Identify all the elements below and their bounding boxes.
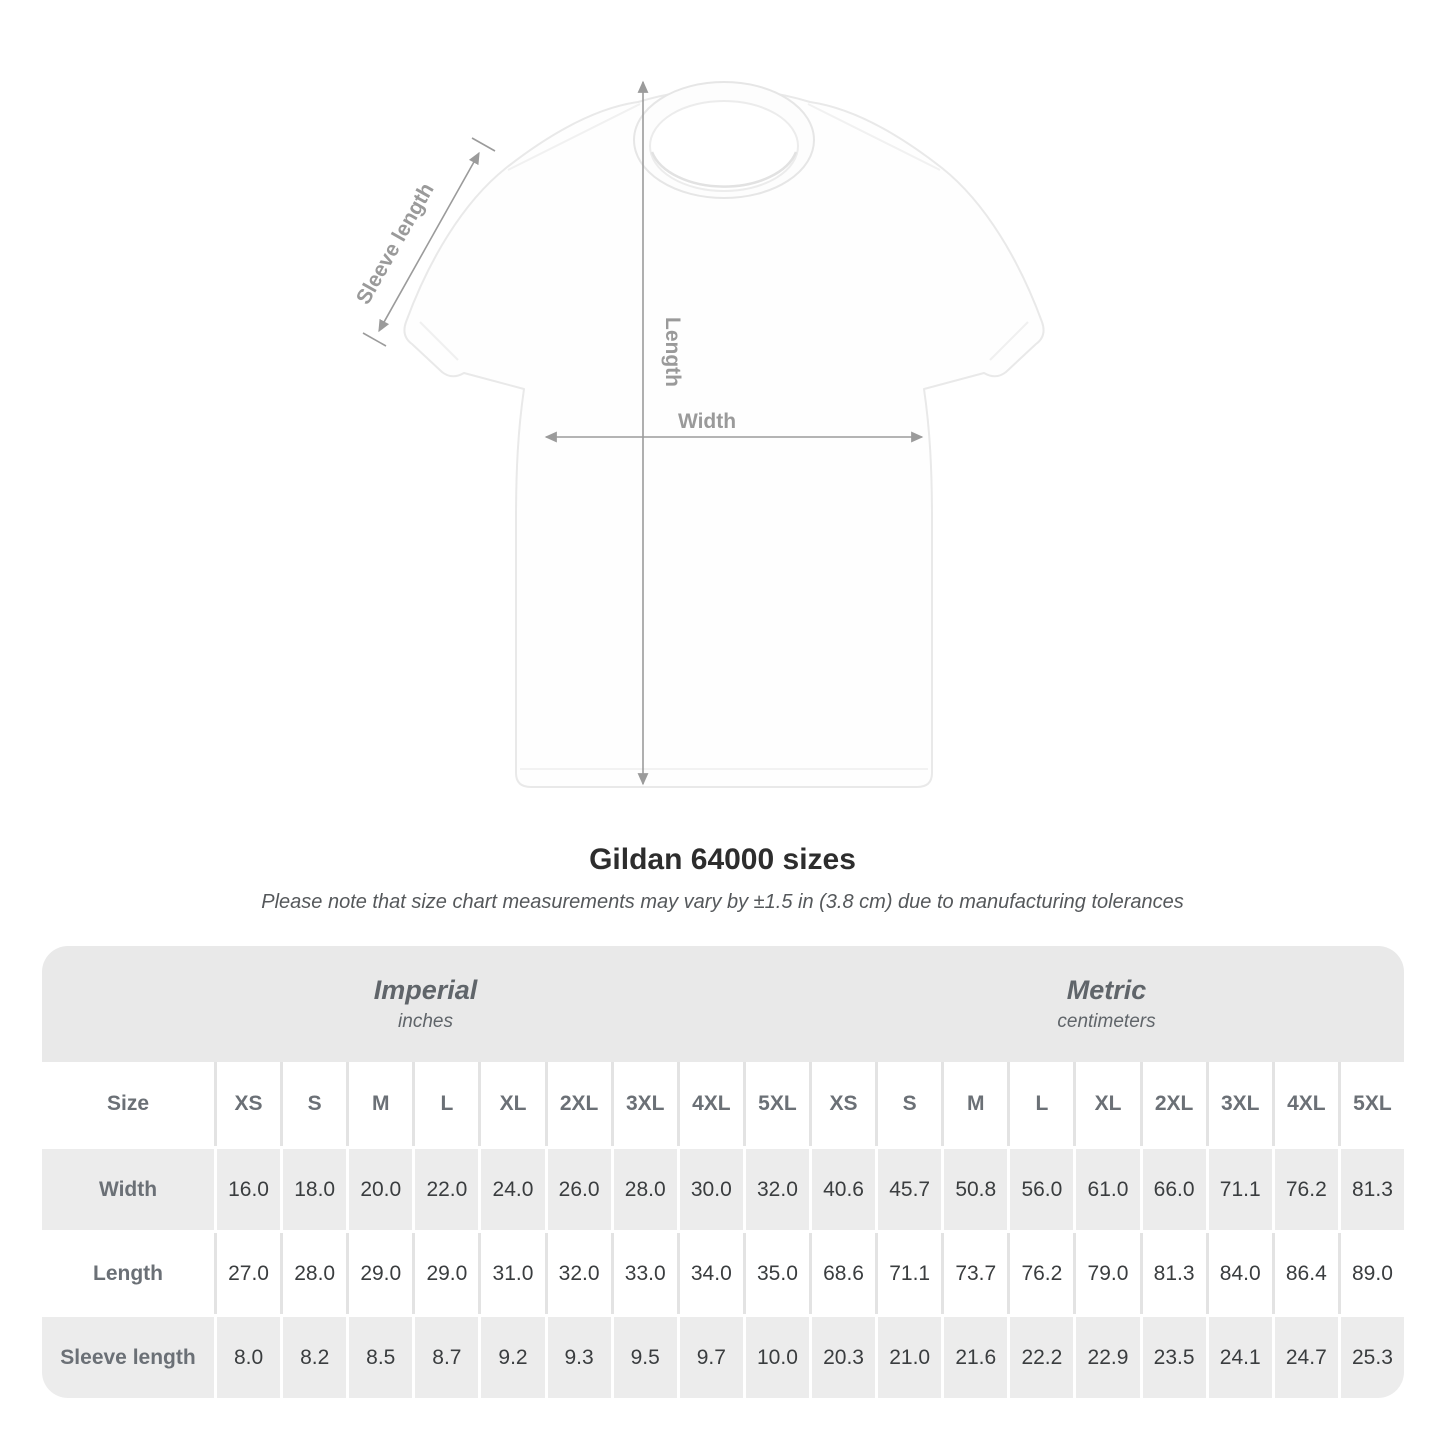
metric-size-col-header: L (1007, 1062, 1073, 1146)
value-cell: 9.7 (677, 1317, 743, 1398)
value-cell: 20.3 (809, 1317, 875, 1398)
value-cell: 33.0 (611, 1233, 677, 1314)
value-cell: 20.0 (346, 1149, 412, 1230)
page-title: Gildan 64000 sizes (589, 843, 856, 876)
imperial-size-col-header: 5XL (743, 1062, 809, 1146)
size-table (42, 946, 1404, 1398)
row-label: Length (93, 1261, 163, 1285)
value-cell: 24.1 (1206, 1317, 1272, 1398)
tshirt-illustration (404, 82, 1043, 787)
sleeve-length-row (42, 1314, 1404, 1398)
value-cell: 81.3 (1140, 1233, 1206, 1314)
value-cell: 8.5 (346, 1317, 412, 1398)
value-cell: 32.0 (743, 1149, 809, 1230)
value-cell: 61.0 (1073, 1149, 1139, 1230)
value-cell: 89.0 (1338, 1233, 1404, 1314)
metric-unit-header (809, 946, 1404, 1062)
imperial-size-col-header: 2XL (545, 1062, 611, 1146)
value-cell: 31.0 (478, 1233, 544, 1314)
imperial-sublabel: inches (398, 1011, 453, 1032)
imperial-size-col-header: M (346, 1062, 412, 1146)
value-cell: 68.6 (809, 1233, 875, 1314)
collar-inner (650, 101, 798, 191)
imperial-size-col-header: XL (478, 1062, 544, 1146)
value-cell: 76.2 (1007, 1233, 1073, 1314)
metric-size-col-header: 3XL (1206, 1062, 1272, 1146)
value-cell: 8.7 (412, 1317, 478, 1398)
metric-size-col-header: XS (809, 1062, 875, 1146)
value-cell: 45.7 (875, 1149, 941, 1230)
value-cell: 30.0 (677, 1149, 743, 1230)
value-cell: 22.9 (1073, 1317, 1139, 1398)
value-cell: 35.0 (743, 1233, 809, 1314)
value-cell: 10.0 (743, 1317, 809, 1398)
value-cell: 22.2 (1007, 1317, 1073, 1398)
value-cell: 66.0 (1140, 1149, 1206, 1230)
metric-size-col-header: 5XL (1338, 1062, 1404, 1146)
value-cell: 9.3 (545, 1317, 611, 1398)
metric-size-col-header: S (875, 1062, 941, 1146)
width-row (42, 1146, 1404, 1230)
metric-size-col-header: 2XL (1140, 1062, 1206, 1146)
metric-label: Metric (1066, 975, 1147, 1005)
value-cell: 8.0 (214, 1317, 280, 1398)
value-cell: 24.7 (1272, 1317, 1338, 1398)
value-cell: 84.0 (1206, 1233, 1272, 1314)
value-cell: 9.5 (611, 1317, 677, 1398)
metric-size-col-header: 4XL (1272, 1062, 1338, 1146)
imperial-size-col-header: 3XL (611, 1062, 677, 1146)
width-dimension-label: Width (677, 410, 737, 433)
sleeve-length-dimension-label: Sleeve length (351, 179, 439, 309)
value-cell: 22.0 (412, 1149, 478, 1230)
value-cell: 79.0 (1073, 1233, 1139, 1314)
value-cell: 29.0 (346, 1233, 412, 1314)
length-dimension-label: Length (661, 317, 684, 387)
value-cell: 86.4 (1272, 1233, 1338, 1314)
imperial-unit-header (42, 946, 809, 1062)
value-cell: 76.2 (1272, 1149, 1338, 1230)
value-cell: 71.1 (875, 1233, 941, 1314)
value-cell: 71.1 (1206, 1149, 1272, 1230)
metric-size-col-header: XL (1073, 1062, 1139, 1146)
value-cell: 40.6 (809, 1149, 875, 1230)
sleeve-arrow-bottom-tick (363, 333, 386, 346)
value-cell: 16.0 (214, 1149, 280, 1230)
metric-sublabel: centimeters (1057, 1011, 1156, 1032)
imperial-size-col-header: L (412, 1062, 478, 1146)
size-header-cell: Size (106, 1092, 150, 1115)
value-cell: 9.2 (478, 1317, 544, 1398)
imperial-label: Imperial (373, 975, 478, 1005)
value-cell: 28.0 (611, 1149, 677, 1230)
row-label: Sleeve length (60, 1345, 196, 1369)
value-cell: 29.0 (412, 1233, 478, 1314)
length-row (42, 1230, 1404, 1314)
size-header-row (42, 1062, 1404, 1146)
metric-size-col-header: M (941, 1062, 1007, 1146)
value-cell: 27.0 (214, 1233, 280, 1314)
value-cell: 21.6 (941, 1317, 1007, 1398)
value-cell: 28.0 (280, 1233, 346, 1314)
value-cell: 23.5 (1140, 1317, 1206, 1398)
value-cell: 56.0 (1007, 1149, 1073, 1230)
imperial-size-col-header: 4XL (677, 1062, 743, 1146)
value-cell: 32.0 (545, 1233, 611, 1314)
value-cell: 81.3 (1338, 1149, 1404, 1230)
unit-header-band (42, 946, 1404, 1062)
value-cell: 25.3 (1338, 1317, 1404, 1398)
sleeve-arrow-top-tick (472, 138, 495, 151)
value-cell: 34.0 (677, 1233, 743, 1314)
tolerance-note: Please note that size chart measurements may vary by ±1.5 in (3.8 cm) due to manufacturing tolerances (261, 891, 1184, 913)
value-cell: 21.0 (875, 1317, 941, 1398)
value-cell: 50.8 (941, 1149, 1007, 1230)
value-cell: 8.2 (280, 1317, 346, 1398)
value-cell: 18.0 (280, 1149, 346, 1230)
value-cell: 26.0 (545, 1149, 611, 1230)
value-cell: 24.0 (478, 1149, 544, 1230)
row-label: Width (98, 1177, 158, 1201)
value-cell: 73.7 (941, 1233, 1007, 1314)
imperial-size-col-header: XS (214, 1062, 280, 1146)
imperial-size-col-header: S (280, 1062, 346, 1146)
